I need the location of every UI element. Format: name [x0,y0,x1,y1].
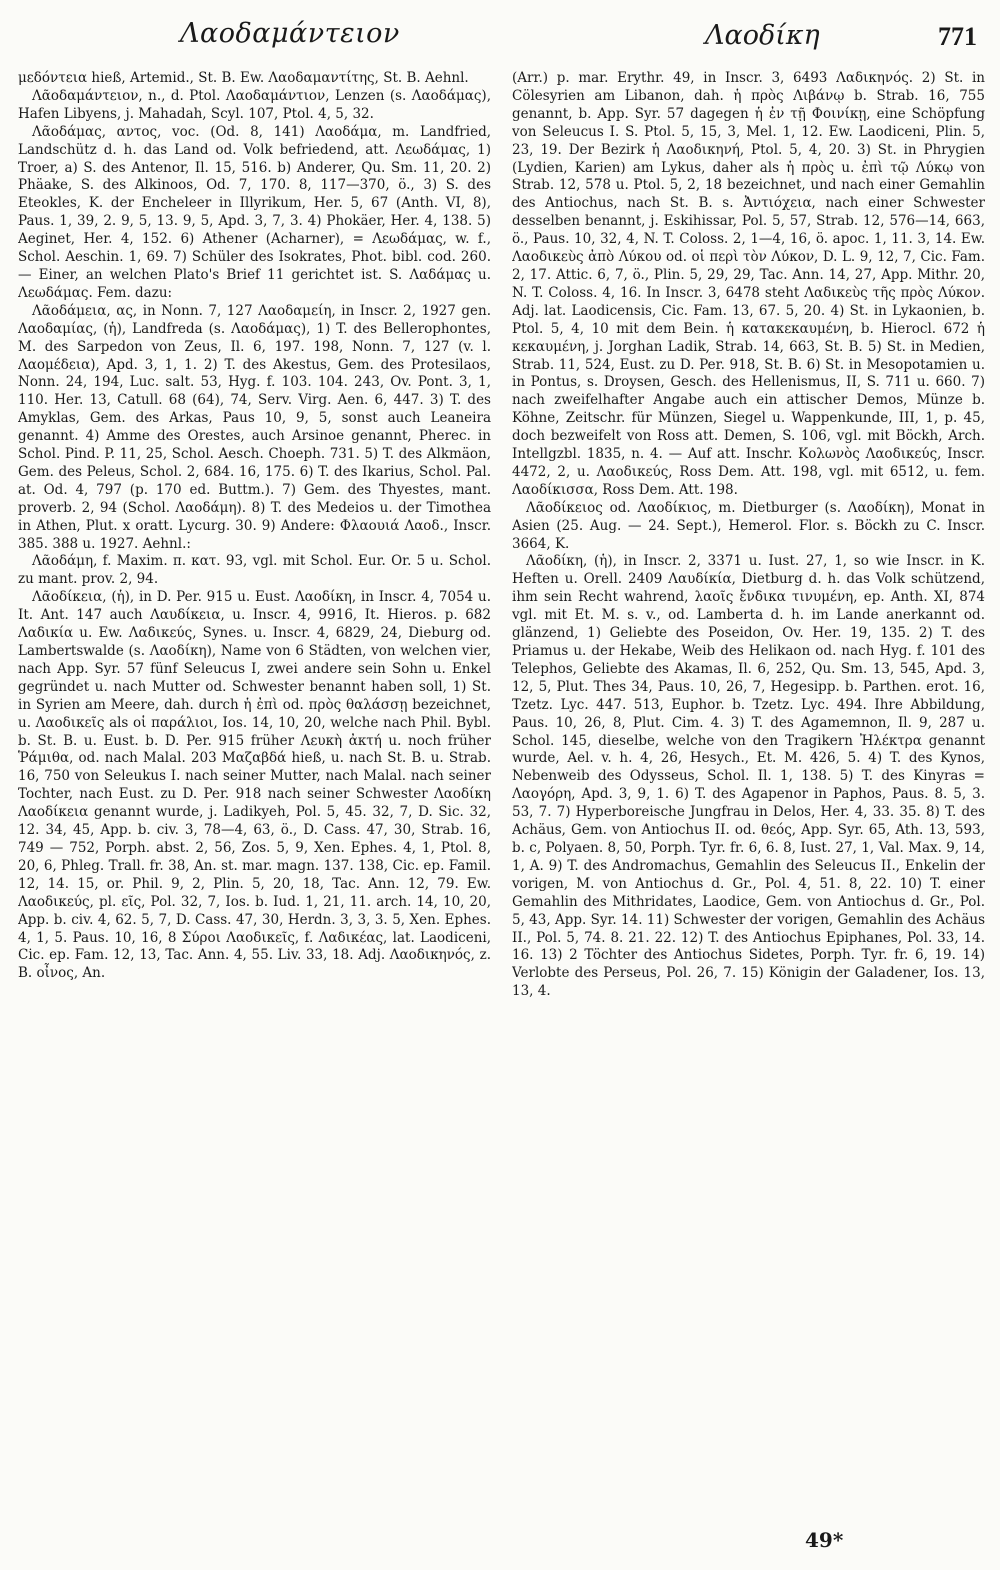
entry-laodamas: Λᾶοδάμας, αντος, voc. (Od. 8, 141) Λαοδάμα, m. Landfried, Landschütz d. h. das Land od. Volk befriedend, att. Λεωδάμας, 1) Troer, a) S. des Antenor, Il. 15, 516. b) Anderer, Qu. Sm. 11, 20. 2) Phäake, S. des Alkinoos, Od. 7, 170. 8, 117—370, ö., 3) S. des Eteokles, K. der Encheleer in Illyrikum, Her. 5, 67 (Anth. VI, 8), Paus. 1, 39, 2. 9, 5, 13. 9, 5, Apd. 3, 7, 3. 4) Phokäer, Her. 4, 138. 5) Aeginet, Her. 4, 152. 6) Athener (Acharner), = Λεωδάμας, w. f., Schol. Aeschin. 1, 69. 7) Schüler des Isokrates, Phot. bibl. cod. 260. — Einer, an welchen Plato's Brief 11 gerichtet ist. S. Λαδάμας u. Λεωδάμας. Fem. dazu: [18,123,491,301]
entry-laodikeios: Λᾶοδίκειος od. Λαοδίκιος, m. Dietburger (s. Λαοδίκη), Monat in Asien (25. Aug. — 24. Sept.), Hemerol. Flor. s. Böckh zu C. Inscr. 3664, K. [512,499,985,552]
entry-continuation: μεδόντεια hieß, Artemid., St. B. Ew. Λαοδαμαντίτης, St. B. Aehnl. [18,70,469,86]
signature-mark: 49* [805,1528,844,1552]
entry-laodamanteion: Λᾶοδαμάντειον, n., d. Ptol. Λαοδαμάντιον, Lenzen (s. Λαοδάμας), Hafen Libyens, j. Mahadah, Scyl. 107, Ptol. 4, 5, 32. [18,87,491,122]
right-column [512,70,985,1500]
entry-laodame: Λᾶοδάμη, f. Maxim. π. κατ. 93, vgl. mit Schol. Eur. Or. 5 u. Schol. zu mant. prov. 2, 94. [18,553,491,588]
running-head-right: Λαοδίκη [705,20,820,51]
page-number: 771 [938,22,977,51]
entry-laodameia: Λᾶοδάμεια, ας, in Nonn. 7, 127 Λαοδαμείη, in Inscr. 2, 1927 gen. Λαοδαμίας, (ἡ), Landfreda (s. Λαοδάμας), 1) T. des Bellerophontes, M. des Sarpedon von Zeus, Il. 6, 197. 198, Nonn. 7, 127 (v. l. Λαομέδεια), Apd. 3, 1, 1. 2) T. des Akestus, Gem. des Protesilaos, Nonn. 24, 194, Luc. salt. 53, Hyg. f. 103. 104. 243, Ov. Pont. 3, 1, 110. Her. 13, Catull. 68 (64), 74, Serv. Virg. Aen. 6, 447. 3) T. des Amyklas, Gem. des Arkas, Paus 10, 9, 5, sonst auch Leaneira genannt. 4) Amme des Orestes, auch Arsinoe genannt, Pherec. in Schol. Pind. P. 11, 25, Schol. Aesch. Choeph. 731. 5) T. des Alkmäon, Gem. des Peleus, Schol. 2, 684. 16, 175. 6) T. des Ikarius, Schol. Pal. at. Od. 4, 797 (p. 170 ed. Buttm.). 7) Gem. des Thyestes, mant. proverb. 2, 94 (Schol. Λαοδάμη). 8) T. des Medeios u. der Timothea in Athen, Plut. x oratt. Lycurg. 30. 9) Andere: Φλαουιά Λαοδ., Inscr. 385. 388 u. 1927. Aehnl.: [18,302,491,552]
running-head-left: Λαοδαμάντειον [180,18,400,49]
entry-laodikeia-continued: (Arr.) p. mar. Erythr. 49, in Inscr. 3, 6493 Λαδικηνός. 2) St. in Cölesyrien am Libanon, dah. ἡ πρὸς Λιβάνῳ b. Strab. 16, 755 genannt, b. App. Syr. 57 dagegen ἡ ἐν τῇ Φοινίκῃ, eine Schöpfung von Seleucus I. S. Ptol. 5, 15, 3, Mel. 1, 12. Ew. Laodiceni, Plin. 5, 23, 19. Der Bezirk ἡ Λαοδικηνή, Ptol. 5, 4, 20. 3) St. in Phrygien (Lydien, Karien) am Lykus, daher als ἡ πρὸς u. ἐπὶ τῷ Λύκῳ von Strab. 12, 578 u. Ptol. 5, 2, 18 bezeichnet, und nach einer Gemahlin des Antiochus, nach St. B. s. Ἀντιόχεια, nach einer Schwester desselben benannt, j. Eskihissar, Pol. 5, 57, Strab. 12, 576—14, 663, ö., Paus. 10, 32, 4, N. T. Coloss. 2, 1—4, 16, ö. apoc. 1, 11. 3, 14. Ew. Λαοδικεὺς ἀπὸ Λύκου od. οἱ περὶ τὸν Λύκον, D. L. 9, 12, 7, Cic. Fam. 2, 17. Attic. 6, 7, ö., Plin. 5, 29, 29, Tac. Ann. 14, 27, App. Mithr. 20, N. T. Coloss. 4, 16. In Inscr. 3, 6478 steht Λαδικεὺς τῆς πρὸς Λύκον. Adj. lat. Laodicensis, Cic. Fam. 13, 67. 5, 20. 4) St. in Lykaonien, b. Ptol. 5, 4, 10 mit dem Bein. ἡ κατακεκαυμένη, b. Hierocl. 672 ἡ κεκαυμένη, j. Jorghan Ladik, Strab. 14, 663, St. B. 5) St. in Medien, Strab. 11, 524, Eust. zu D. Per. 918, St. B. 6) St. in Mesopotamien u. in Pontus, s. Droysen, Gesch. des Hellenismus, II, S. 711 u. 660. 7) nach zweifelhafter Angabe auch ein attischer Demos, Münze b. Köhne, Zeitschr. für Münzen, Siegel u. Wappenkunde, III, 1, p. 45, doch bezweifelt von Ross att. Demen, S. 106, vgl. mit Böckh, Arch. Intellgzbl. 1835, n. 4. — Auf att. Inschr. Κολωνὸς Λαοδικεύς, Inscr. 4472, 2, u. Λαοδικεύς, Ross Dem. Att. 198, vgl. mit 6512, u. fem. Λαοδίκισσα, Ross Dem. Att. 198. [512,70,985,498]
left-column [18,70,491,1500]
entry-laodikeia: Λᾶοδίκεια, (ἡ), in D. Per. 915 u. Eust. Λαοδίκη, in Inscr. 4, 7054 u. It. Ant. 147 auch Λαυδίκεια, u. Inscr. 4, 9916, It. Hieros. p. 682 Λαδικία u. Ew. Λαδικεύς, Synes. u. Inscr. 4, 6829, 24, Dieburg od. Lambertswalde (s. Λαοδίκη), Name von 6 Städten, von welchen vier, nach App. Syr. 57 fünf Seleucus I, zwei andere sein Sohn u. Enkel gegründet u. nach Mutter od. Schwester benannt haben soll, 1) St. in Syrien am Meere, dah. durch ἡ ἐπὶ od. πρὸς θαλάσσῃ bezeichnet, u. Λαοδικεῖς als οἱ παράλιοι, Ios. 14, 10, 20, welche nach Phil. Bybl. b. St. B. u. Eust. b. D. Per. 915 früher Λευκὴ ἀκτή u. noch früher Ῥάμιθα, od. nach Malal. 203 Μαζαβδά hieß, u. nach St. B. u. Strab. 16, 750 von Seleukus I. nach seiner Mutter, nach Malal. nach seiner Tochter, nach Eust. zu D. Per. 918 nach seiner Schwester Λαοδίκη Λαοδίκεια genannt wurde, j. Ladikyeh, Pol. 5, 45. 32, 7, D. Sic. 32, 12. 34, 45, App. b. civ. 3, 78—4, 63, ö., D. Cass. 47, 30, Strab. 16, 749 — 752, Porph. abst. 2, 56, Zos. 5, 9, Xen. Ephes. 4, 1, Ptol. 8, 20, 6, Phleg. Trall. fr. 38, An. st. mar. magn. 137. 138, Cic. ep. Famil. 12, 14. 15, or. Phil. 9, 2, Plin. 5, 20, 18, Tac. Ann. 12, 79. Ew. Λαοδικεύς, pl. εῖς, Pol. 32, 7, Ios. b. Iud. 1, 21, 11. arch. 14, 10, 20, App. b. civ. 4, 62. 5, 7, D. Cass. 47, 30, Herdn. 3, 3, 3. 5, Xen. Ephes. 4, 1, 5. Paus. 10, 16, 8 Σύροι Λαοδικεῖς, f. Λαδικέας, lat. Laodiceni, Cic. ep. Fam. 12, 13, Tac. Ann. 4, 55. Liv. 33, 18. Adj. Λαοδικηνός, z. B. οἶνος, An. [18,589,491,982]
entry-laodike: Λᾶοδίκη, (ἡ), in Inscr. 2, 3371 u. Iust. 27, 1, so wie Inscr. in K. Heften u. Orell. 2409 Λαυδίκία, Dietburg d. h. das Volk schützend, ihm sein Recht wahrend, λαοῖς ἔνδικα τινυμένη, ep. Anth. XI, 874 vgl. mit Et. M. s. v., od. Lamberta d. h. im Lande anerkannt od. glänzend, 1) Geliebte des Poseidon, Ov. Her. 19, 135. 2) T. des Priamus u. der Hekabe, Weib des Helikaon od. nach Hyg. f. 101 des Telephos, Geliebte des Akamas, Il. 6, 252, Qu. Sm. 13, 545, Apd. 3, 12, 5, Plut. Thes 34, Paus. 10, 26, 7, Hegesipp. b. Parthen. erot. 16, Tzetz. Lyc. 447. 513, Euphor. b. Tzetz. Lyc. 494. Ihre Abbildung, Paus. 10, 26, 8, Plut. Cim. 4. 3) T. des Agamemnon, Il. 9, 287 u. Schol. 145, dieselbe, welche von den Tragikern Ἠλέκτρα genannt wurde, Ael. v. h. 4, 26, Hesych., Et. M. 426, 5. 4) T. des Kynos, Nebenweib des Odysseus, Schol. Il. 1, 138. 5) T. des Kinyras = Λαογόρη, Apd. 3, 9, 1. 6) T. des Agapenor in Paphos, Paus. 8. 5, 3. 53, 7. 7) Hyperboreische Jungfrau in Delos, Her. 4, 33. 35. 8) T. des Achäus, Gem. von Antiochus II. od. θεός, App. Syr. 65, Ath. 13, 593, b. c, Polyaen. 8, 50, Porph. Tyr. fr. 6, 6. 8, Iust. 27, 1, Val. Max. 9, 14, 1, A. 9) T. des Andromachus, Gemahlin des Seleucus II., Enkelin der vorigen, M. von Antiochus d. Gr., Pol. 4, 51. 8, 22. 10) T. einer Gemahlin des Mithridates, Laodice, Gem. von Antiochus d. Gr., Pol. 5, 43, App. Syr. 14. 11) Schwester der vorigen, Gemahlin des Achäus II., Pol. 5, 74. 8. 21. 22. 12) T. des Antiochus Epiphanes, Pol. 33, 14. 16. 13) 2 Töchter des Antiochus Sidetes, Porph. Tyr. fr. 6, 19. 14) Verlobte des Perseus, Pol. 26, 7. 15) Königin der Galadener, Ios. 13, 13, 4. [512,553,985,1000]
